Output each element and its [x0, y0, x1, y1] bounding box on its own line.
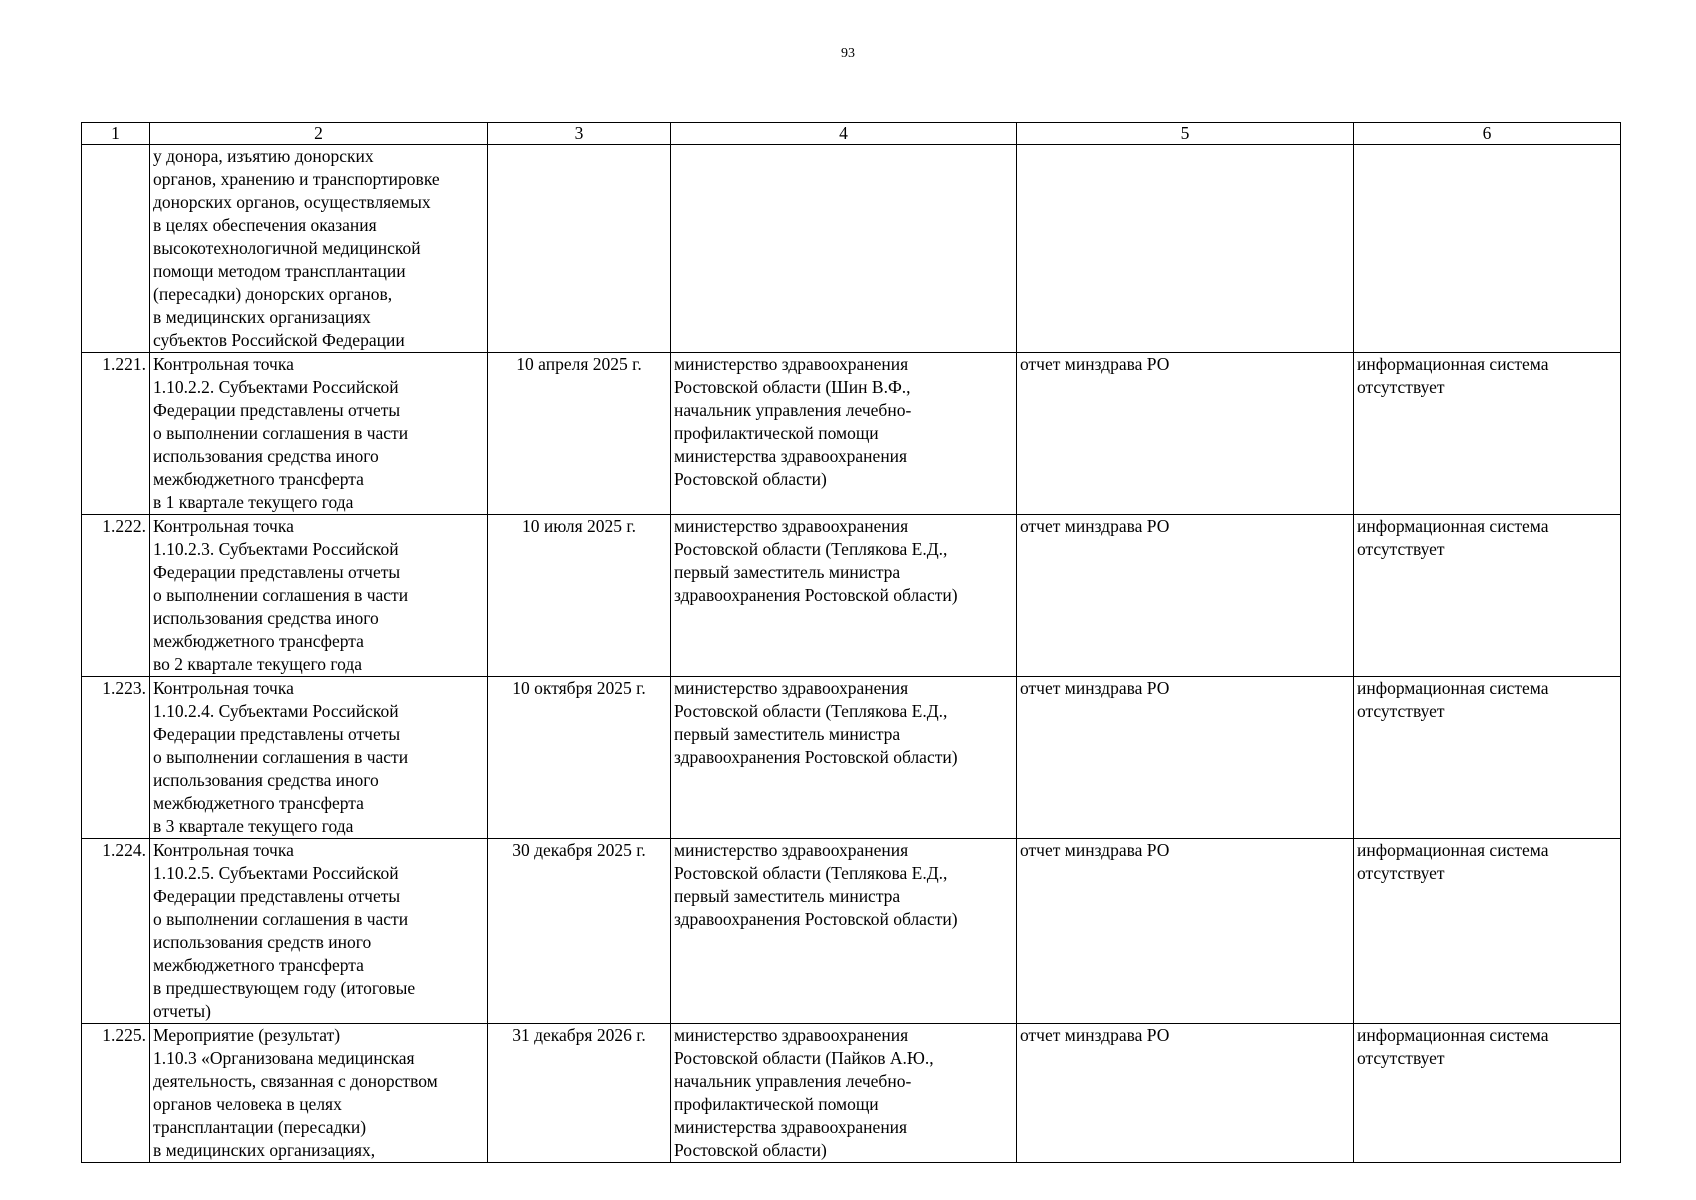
row-info-system: информационная система отсутствует	[1354, 515, 1621, 677]
row-number: 1.221.	[82, 353, 150, 515]
table-row	[82, 515, 1621, 677]
table-row	[82, 677, 1621, 839]
column-header: 5	[1017, 123, 1354, 145]
row-document: отчет минздрава РО	[1017, 1024, 1354, 1163]
row-date: 10 апреля 2025 г.	[488, 353, 671, 515]
column-header: 4	[671, 123, 1017, 145]
row-description: у донора, изъятию донорских органов, хранению и транспортировке донорских органов, осуществляемых в целях обеспечения оказания высокотехнологичной медицинской помощи методом трансплантации (пересадки) донорских органов, в медицинских организациях субъектов Российской Федерации	[150, 145, 488, 353]
row-date: 10 октября 2025 г.	[488, 677, 671, 839]
column-header: 6	[1354, 123, 1621, 145]
page-number: 93	[841, 46, 855, 61]
row-info-system	[1354, 145, 1621, 353]
column-header: 3	[488, 123, 671, 145]
row-responsible	[671, 145, 1017, 353]
row-number: 1.224.	[82, 839, 150, 1024]
row-info-system: информационная система отсутствует	[1354, 1024, 1621, 1163]
table-row	[82, 353, 1621, 515]
row-responsible: министерство здравоохранения Ростовской области (Теплякова Е.Д., первый заместитель министра здравоохранения Ростовской области)	[671, 515, 1017, 677]
row-date: 10 июля 2025 г.	[488, 515, 671, 677]
row-number: 1.222.	[82, 515, 150, 677]
row-description: Контрольная точка 1.10.2.4. Субъектами Российской Федерации представлены отчеты о выполнении соглашения в части использования средства иного межбюджетного трансферта в 3 квартале текущего года	[150, 677, 488, 839]
row-description: Контрольная точка 1.10.2.2. Субъектами Российской Федерации представлены отчеты о выполнении соглашения в части использования средства иного межбюджетного трансферта в 1 квартале текущего года	[150, 353, 488, 515]
row-date: 31 декабря 2026 г.	[488, 1024, 671, 1163]
row-document	[1017, 145, 1354, 353]
row-number: 1.225.	[82, 1024, 150, 1163]
row-responsible: министерство здравоохранения Ростовской области (Теплякова Е.Д., первый заместитель министра здравоохранения Ростовской области)	[671, 677, 1017, 839]
row-info-system: информационная система отсутствует	[1354, 353, 1621, 515]
column-header: 1	[82, 123, 150, 145]
row-document: отчет минздрава РО	[1017, 839, 1354, 1024]
table-row	[82, 1024, 1621, 1163]
row-info-system: информационная система отсутствует	[1354, 677, 1621, 839]
row-responsible: министерство здравоохранения Ростовской области (Пайков А.Ю., начальник управления лечебно- профилактической помощи министерства здравоохранения Ростовской области)	[671, 1024, 1017, 1163]
row-description: Контрольная точка 1.10.2.3. Субъектами Российской Федерации представлены отчеты о выполнении соглашения в части использования средства иного межбюджетного трансферта во 2 квартале текущего года	[150, 515, 488, 677]
row-description: Контрольная точка 1.10.2.5. Субъектами Российской Федерации представлены отчеты о выполнении соглашения в части использования средств иного межбюджетного трансферта в предшествующем году (итоговые отчеты)	[150, 839, 488, 1024]
row-number	[82, 145, 150, 353]
row-document: отчет минздрава РО	[1017, 515, 1354, 677]
schedule-table	[81, 122, 1621, 1163]
table-row	[82, 839, 1621, 1024]
row-document: отчет минздрава РО	[1017, 353, 1354, 515]
row-number: 1.223.	[82, 677, 150, 839]
row-date	[488, 145, 671, 353]
column-header: 2	[150, 123, 488, 145]
row-info-system: информационная система отсутствует	[1354, 839, 1621, 1024]
table-row	[82, 145, 1621, 353]
row-description: Мероприятие (результат) 1.10.3 «Организована медицинская деятельность, связанная с донорством органов человека в целях трансплантации (пересадки) в медицинских организациях,	[150, 1024, 488, 1163]
row-date: 30 декабря 2025 г.	[488, 839, 671, 1024]
table-header-row	[82, 123, 1621, 145]
row-document: отчет минздрава РО	[1017, 677, 1354, 839]
row-responsible: министерство здравоохранения Ростовской области (Теплякова Е.Д., первый заместитель министра здравоохранения Ростовской области)	[671, 839, 1017, 1024]
row-responsible: министерство здравоохранения Ростовской области (Шин В.Ф., начальник управления лечебно- профилактической помощи министерства здравоохранения Ростовской области)	[671, 353, 1017, 515]
